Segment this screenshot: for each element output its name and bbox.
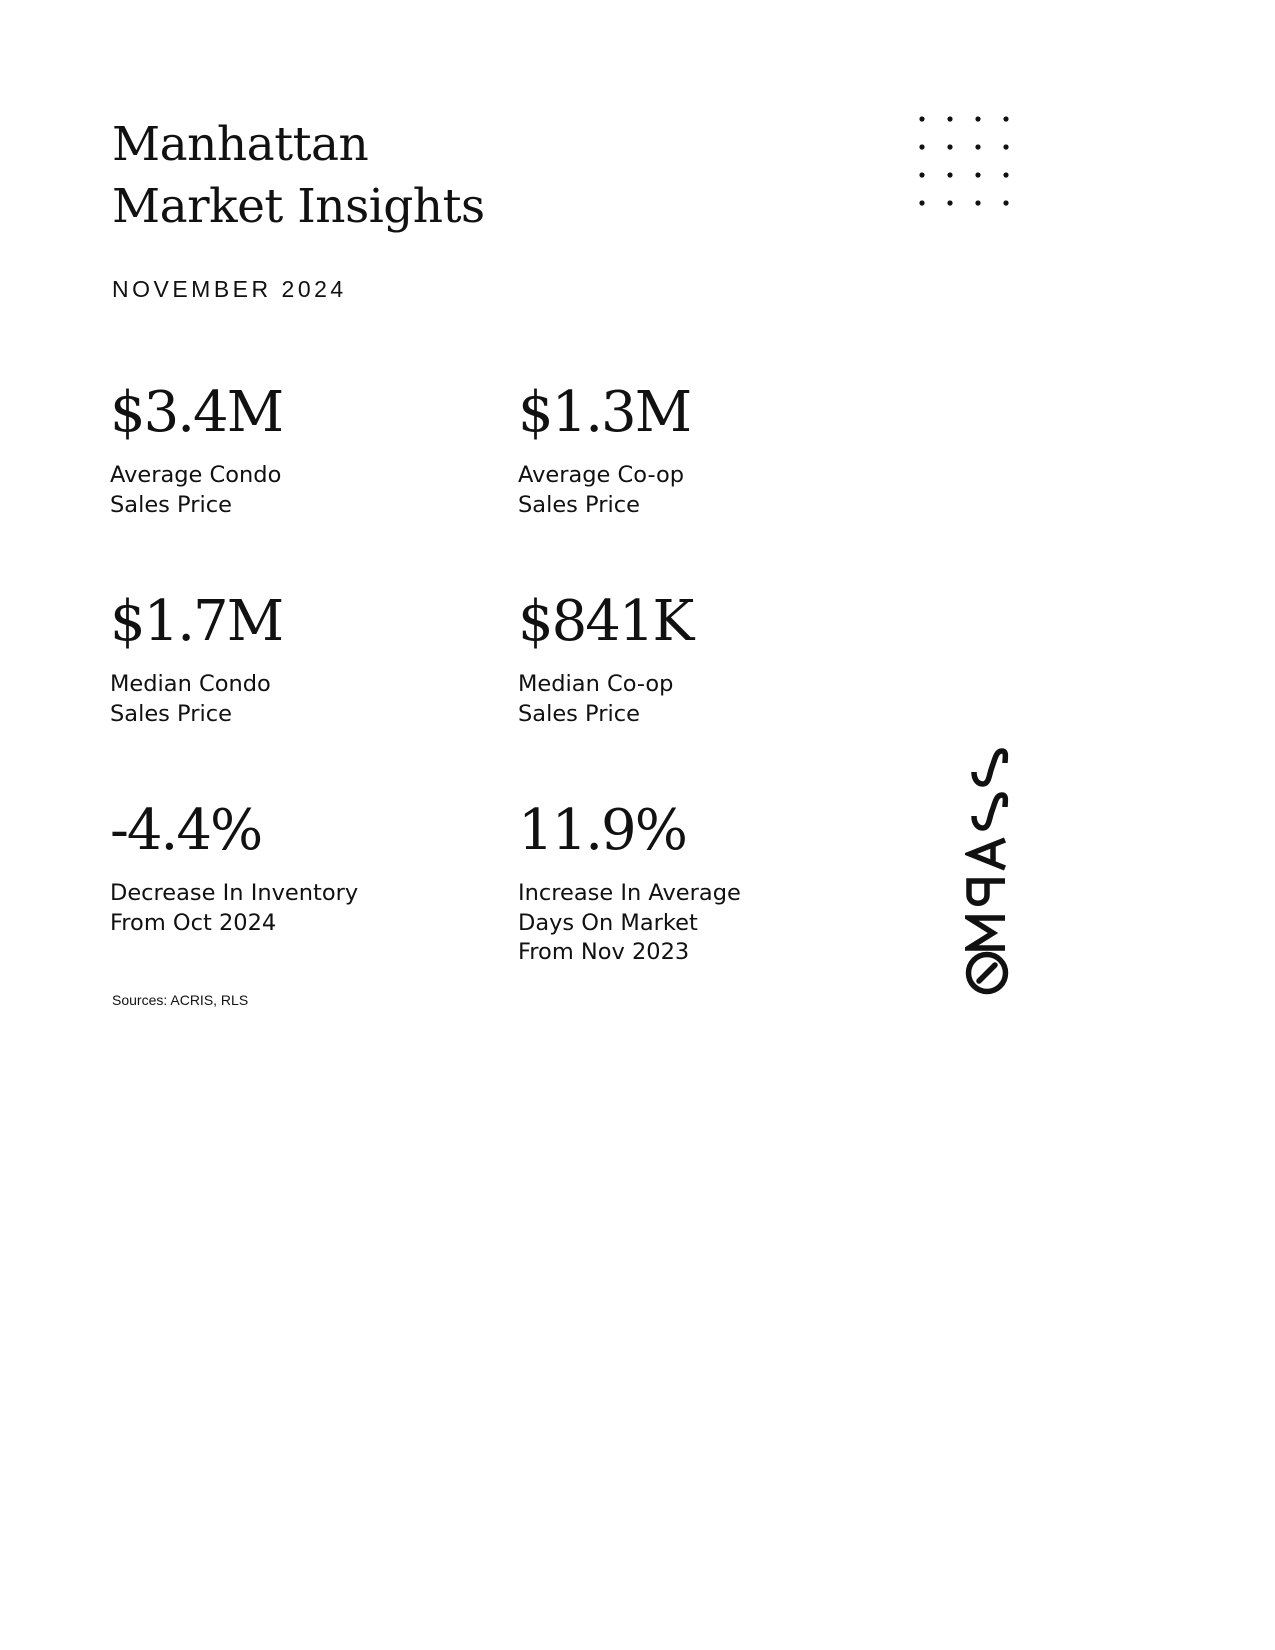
stat-value: $1.3M xyxy=(518,380,691,445)
stat-label-line: From Nov 2023 xyxy=(518,939,690,965)
stat-value: -4.4% xyxy=(110,798,262,863)
stat-value: 11.9% xyxy=(518,798,686,863)
stat-label xyxy=(110,461,470,520)
stat-avg-coop-price xyxy=(518,381,878,520)
stat-label-line: Increase In Average xyxy=(518,880,741,906)
compass-logo xyxy=(965,745,1010,1013)
stat-label-line: From Oct 2024 xyxy=(110,909,277,936)
dot-grid-icon xyxy=(919,116,1009,206)
stat-label-line: Median Condo xyxy=(110,671,271,697)
stat-median-condo-price xyxy=(110,590,470,729)
stat-label-line: Sales Price xyxy=(110,491,232,518)
page-title xyxy=(112,114,485,238)
stat-label xyxy=(110,670,470,729)
sources-note: Sources: ACRIS, RLS xyxy=(112,992,249,1008)
title-line-1: Manhattan xyxy=(112,117,369,172)
stat-days-on-market-change xyxy=(518,799,878,968)
stat-label-line: Median Co-op xyxy=(518,671,674,697)
stat-label-line: Sales Price xyxy=(110,700,232,727)
stat-label-line: Sales Price xyxy=(518,491,640,518)
stat-label-line: Average Co-op xyxy=(518,462,685,488)
stat-value: $841K xyxy=(518,589,693,654)
stat-label xyxy=(518,461,878,520)
stat-label-line: Average Condo xyxy=(110,462,282,488)
stat-label xyxy=(518,670,878,729)
stat-median-coop-price xyxy=(518,590,878,729)
stat-label-line: Sales Price xyxy=(518,700,640,727)
report-date: NOVEMBER 2024 xyxy=(112,276,347,302)
stat-label-line: Days On Market xyxy=(518,909,698,936)
stat-value: $3.4M xyxy=(110,380,283,445)
stat-inventory-change xyxy=(110,799,470,938)
title-line-2: Market Insights xyxy=(112,179,485,234)
stat-avg-condo-price xyxy=(110,381,470,520)
stat-label xyxy=(518,879,878,968)
stat-label xyxy=(110,879,470,938)
stat-label-line: Decrease In Inventory xyxy=(110,880,359,906)
stat-value: $1.7M xyxy=(110,589,283,654)
